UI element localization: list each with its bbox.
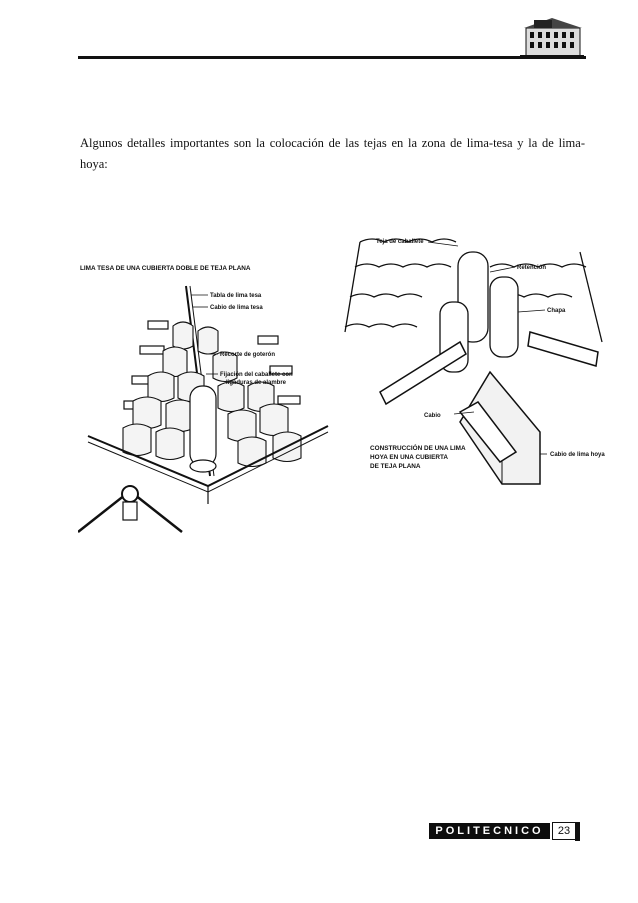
lima-hoya-caption-line-1: CONSTRUCCIÓN DE UNA LIMA — [370, 445, 466, 452]
label-recorte-goteron: Recorte de goterón — [220, 352, 276, 358]
intro-paragraph: Algunos detalles importantes son la colocación de las tejas en la zona de lima-tesa y la de lima-hoya: — [80, 135, 585, 171]
label-retencion: Retención — [517, 265, 547, 271]
label-cabio-lima-hoya: Cabio de lima hoya — [550, 452, 605, 458]
label-fijacion-2: ligaduras de alambre — [226, 380, 287, 386]
header-rule — [78, 56, 586, 59]
building-logo-icon — [520, 14, 584, 58]
label-fijacion-1: Fijación del caballete con — [220, 372, 293, 378]
footer-brand: POLITECNICO — [429, 823, 550, 839]
lima-hoya-caption-line-3: DE TEJA PLANA — [370, 463, 421, 470]
label-cabio: Cabio — [424, 413, 441, 419]
lima-hoya-caption-line-2: HOYA EN UNA CUBIERTA — [370, 454, 448, 461]
label-tabla-lima-tesa: Tabla de lima tesa — [210, 293, 262, 299]
page-number: 23 — [552, 822, 576, 840]
lima-hoya-illustration — [340, 222, 612, 490]
label-chapa: Chapa — [547, 308, 566, 314]
lima-tesa-caption: LIMA TESA DE UNA CUBIERTA DOBLE DE TEJA PLANA — [80, 265, 251, 272]
label-teja-caballete: Teja de caballete — [376, 239, 424, 245]
label-cabio-lima-tesa: Cabio de lima tesa — [210, 305, 263, 311]
lima-tesa-illustration — [78, 236, 338, 534]
footer-tab — [575, 822, 580, 841]
